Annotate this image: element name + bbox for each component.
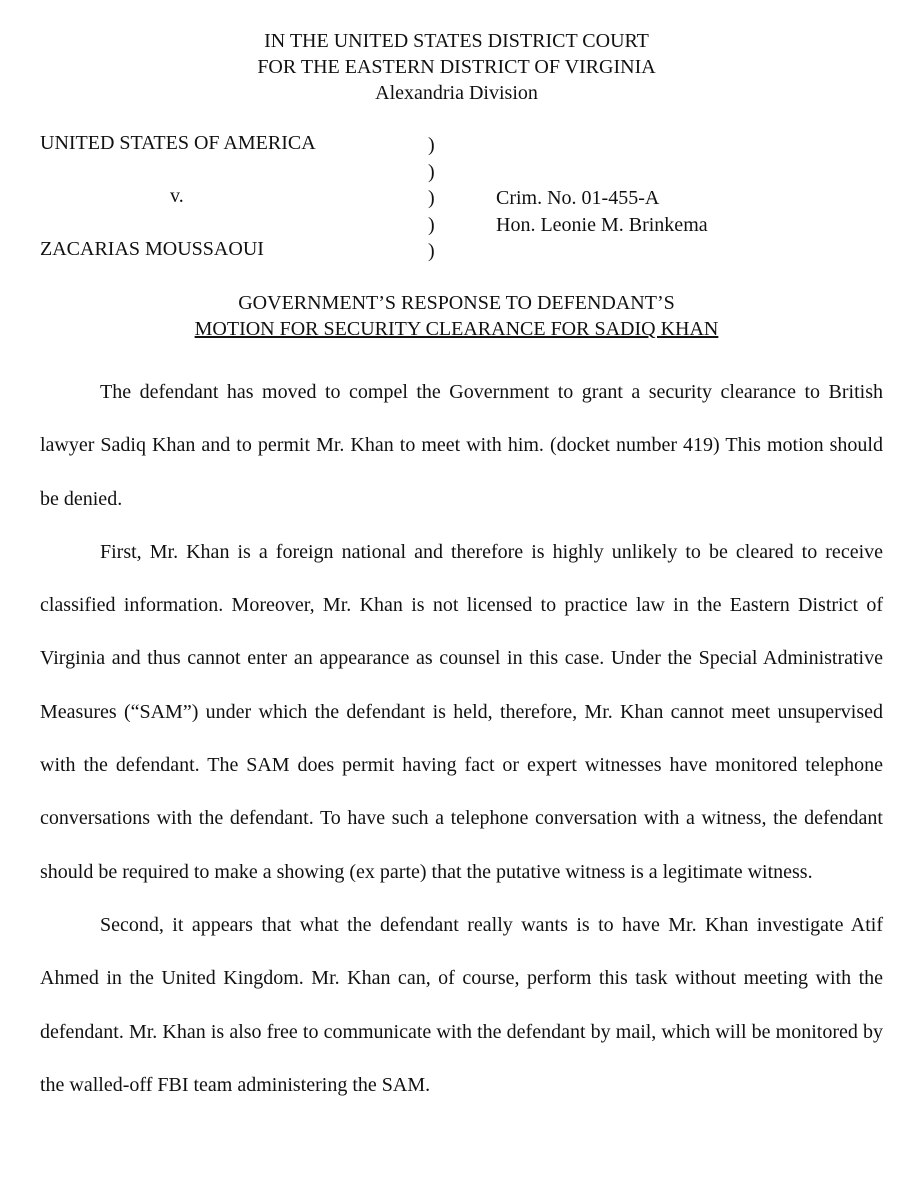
document-body: [40, 366, 883, 1112]
title-line-2: MOTION FOR SECURITY CLEARANCE FOR SADIQ KHAN: [194, 318, 719, 340]
plaintiff-name: UNITED STATES OF AMERICA: [40, 132, 316, 154]
judge-name: Hon. Leonie M. Brinkema: [496, 213, 708, 236]
court-district: FOR THE EASTERN DISTRICT OF VIRGINIA: [257, 56, 656, 78]
body-paragraph: First, Mr. Khan is a foreign national and therefore is highly unlikely to be cleared to receive classified information. Moreover, Mr. Khan is not licensed to practice law in the Eastern District of Virginia and thus cannot enter an appearance as counsel in this case. Under the Special Administrative Measures (“SAM”) under which the defendant is held, therefore, Mr. Khan cannot meet unsupervised with the defendant. The SAM does permit having fact or expert witnesses have monitored telephone conversations with the defendant. To have such a telephone conversation with a witness, the defendant should be required to make a showing (ex parte) that the putative witness is a legitimate witness.: [40, 540, 883, 883]
case-info: [496, 185, 708, 238]
case-number: Crim. No. 01-455-A: [496, 187, 660, 209]
body-paragraph: Second, it appears that what the defendant really wants is to have Mr. Khan investigate Atif Ahmed in the United Kingdom. Mr. Khan can, of course, perform this task without meeting with the defendant. Mr. Khan is also free to communicate with the defendant by mail, which will be monitored by the walled-off FBI team administering the SAM.: [40, 913, 883, 1096]
caption-parentheses: [428, 132, 435, 265]
paren: ): [428, 213, 435, 236]
versus-label: v.: [170, 185, 184, 207]
title-line-1: GOVERNMENT’S RESPONSE TO DEFENDANT’S: [238, 292, 675, 314]
document-title: [0, 290, 913, 342]
paren: ): [428, 187, 435, 209]
case-caption: [0, 132, 913, 262]
court-division: Alexandria Division: [375, 82, 538, 104]
court-name: IN THE UNITED STATES DISTRICT COURT: [264, 30, 649, 52]
paren: ): [428, 240, 435, 262]
defendant-name: ZACARIAS MOUSSAOUI: [40, 238, 264, 260]
court-header: [0, 28, 913, 106]
paren: ): [428, 160, 435, 183]
body-paragraph: The defendant has moved to compel the Government to grant a security clearance to British lawyer Sadiq Khan and to permit Mr. Khan to meet with him. (docket number 419) This motion should be denied.: [40, 381, 883, 510]
paren: ): [428, 134, 435, 156]
